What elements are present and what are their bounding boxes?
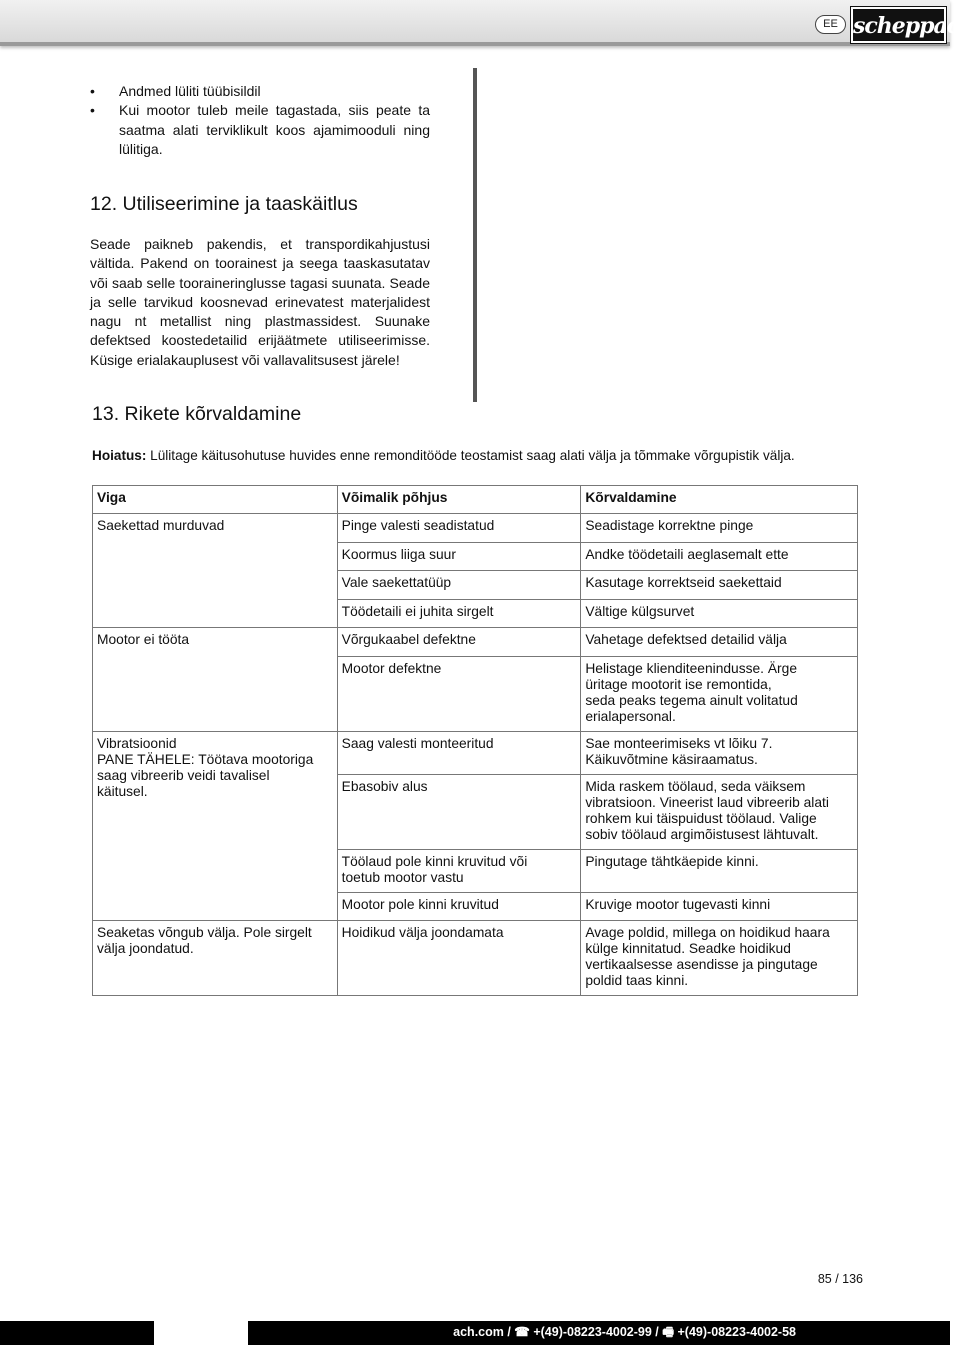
cause-cell: Vale saekettatüüp [337,571,581,600]
fault-cell: Saekettad murduvad [93,514,338,628]
fault-cell: Vibratsioonid PANE TÄHELE: Töötava mootoriga saag vibreerib veidi tavalisel käitusel. [93,731,338,921]
remedy-cell: Andke töödetaili aeglasemalt ette [581,542,858,571]
warning-text: Lülitage käitusohutuse huvides enne remonditööde teostamist saag alati välja ja tõmmake võrgupistik välja. [146,448,795,463]
cause-cell: Mootor defektne [337,656,581,731]
remedy-cell: Kruvige mootor tugevasti kinni [581,892,858,921]
remedy-cell: Sae monteerimiseks vt lõiku 7. Käikuvõtmine käsiraamatus. [581,731,858,774]
cause-cell: Ebasobiv alus [337,774,581,849]
remedy-cell: Avage poldid, millega on hoidikud haara külge kinnitatud. Seadke hoidikud vertikaalsesse asendisse ja pingutage poldid taas kinni. [581,921,858,996]
cause-cell: Koormus liiga suur [337,542,581,571]
bullet-list [90,82,430,159]
cause-cell: Pinge valesti seadistatud [337,514,581,543]
table-row [93,514,858,543]
header-bar [0,0,974,46]
page-number: 85 / 136 [817,1272,863,1286]
list-item: • Kui mootor tuleb meile tagastada, siis peate ta saatma alati terviklikult koos ajamimooduli ning lülitiga. [90,101,430,159]
table-row [93,731,858,774]
cause-cell: Mootor pole kinni kruvitud [337,892,581,921]
footer-contact: ach.com / ☎ +(49)-08223-4002-99 / 🖷 +(49)-08223-4002-58 [248,1321,950,1345]
remedy-cell: Seadistage korrektne pinge [581,514,858,543]
section-12-title: 12. Utiliseerimine ja taaskäitlus [90,193,358,215]
table-row [93,921,858,996]
cause-cell: Võrgukaabel defektne [337,628,581,657]
cause-cell: Saag valesti monteeritud [337,731,581,774]
remedy-cell: Mida raskem töölaud, seda väiksem vibratsioon. Vineerist laud vibreerib alati rohkem kui täispuidust töölaud. Valige sobiv töölaud argimõistusest lähtuvalt. [581,774,858,849]
warning-note [92,447,795,464]
remedy-cell: Helistage klienditeenindusse. Ärge üritage mootorit ise remontida, seda peaks tegema ainult volitatud erialapersonal. [581,656,858,731]
remedy-cell: Vältige külgsurvet [581,599,858,628]
troubleshooting-table [92,485,858,996]
cause-cell: Hoidikud välja joondamata [337,921,581,996]
column-divider [473,68,477,402]
table-row [93,628,858,657]
footer-bar-left [0,1321,154,1345]
brand-logo: scheppach [851,7,946,43]
fault-cell: Mootor ei tööta [93,628,338,732]
column-header-remedy: Kõrvaldamine [581,486,858,514]
column-header-fault: Viga [93,486,338,514]
warning-label: Hoiatus: [92,448,147,463]
remedy-cell: Pingutage tähtkäepide kinni. [581,849,858,892]
cause-cell: Töölaud pole kinni kruvitud või toetub mootor vastu [337,849,581,892]
table-header-row [93,486,858,514]
remedy-cell: Kasutage korrektseid saekettaid [581,571,858,600]
remedy-cell: Vahetage defektsed detailid välja [581,628,858,657]
list-item: • Andmed lüliti tüübisildil [90,82,430,101]
language-badge: EE [815,15,846,34]
section-12-body: Seade paikneb pakendis, et transpordikahjustusi vältida. Pakend on toorainest ja seega taaskasutatav või saab selle tooraineringlusse tagasi suunata. Seade ja selle tarvikud koosnevad erinevatest materjalidest nagu nt metallist ning plastmassidest. Suunake defektsed koostedetailid erijäätmete utiliseerimisse. Küsige erialakauplusest või vallavalitsusest järele! [90,236,430,368]
cause-cell: Töödetaili ei juhita sirgelt [337,599,581,628]
fault-cell: Seaketas võngub välja. Pole sirgelt välja joondatud. [93,921,338,996]
section-13-title: 13. Rikete kõrvaldamine [92,403,302,425]
column-header-cause: Võimalik põhjus [337,486,581,514]
